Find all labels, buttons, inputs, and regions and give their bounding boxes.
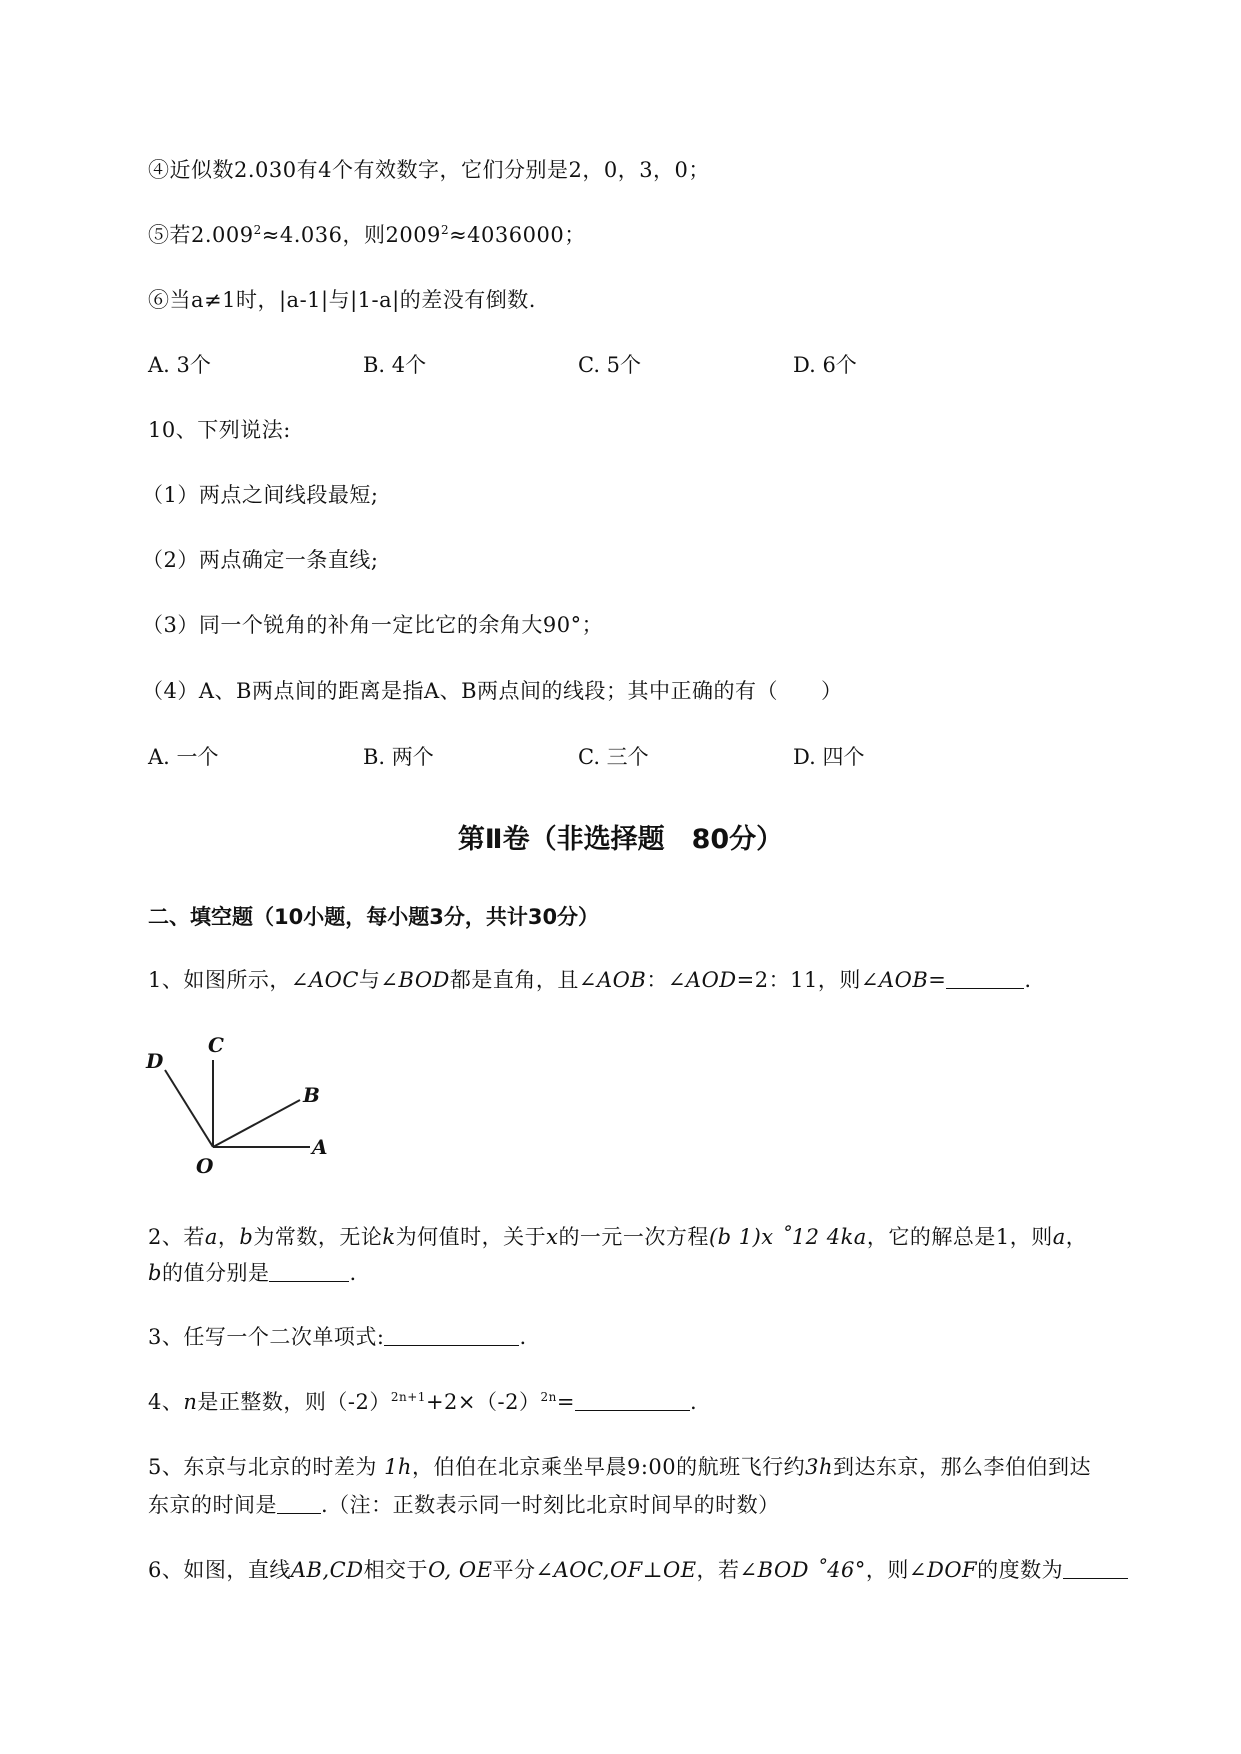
q2-equation: (b 1)x ˚12 4ka <box>708 1225 867 1249</box>
q6-math: ∠AOC,OF⊥OE <box>535 1558 697 1582</box>
statement-6: ⑥当a≠1时，|a-1|与|1-a|的差没有倒数. <box>148 288 536 312</box>
q1-text: 都是直角，且 <box>449 968 579 992</box>
q1-text: . <box>1024 968 1032 992</box>
q1-angle: ∠AOD <box>667 968 737 992</box>
q2-text: . <box>349 1261 357 1285</box>
q3-text: . <box>519 1325 527 1349</box>
q4-answer-blank[interactable] <box>575 1390 690 1411</box>
q5-value: 1h <box>384 1455 412 1479</box>
q5-value: 3h <box>805 1455 834 1479</box>
label-a: A <box>312 1135 328 1159</box>
q1-text: =2：11，则 <box>736 968 861 992</box>
q5-value: 9:00 <box>626 1455 677 1479</box>
q5-text: 的航班飞行约 <box>676 1455 806 1479</box>
q4-exponent: 2n <box>540 1390 557 1404</box>
q2-var: b <box>239 1225 254 1249</box>
label-c: C <box>208 1033 224 1057</box>
square-exponent: 2 <box>253 223 262 237</box>
q4-text: = <box>556 1390 575 1414</box>
q4-var: n <box>183 1390 198 1414</box>
q3-answer-blank[interactable] <box>384 1325 519 1346</box>
q5-text: 东京的时间是 <box>148 1493 277 1517</box>
q4-text: +2×（-2） <box>425 1390 541 1414</box>
q6-answer-blank[interactable] <box>1063 1558 1128 1579</box>
fill-question-5-line-2 <box>148 1490 780 1520</box>
q5-text: 5、东京与北京的时差为 <box>148 1455 377 1479</box>
q10-option-c: C. 三个 <box>578 745 649 769</box>
q2-text: 的一元一次方程 <box>558 1225 709 1249</box>
statement-5-part: ≈4.036，则2009 <box>261 223 441 247</box>
q9-option-c: C. 5个 <box>578 353 642 377</box>
q4-text: 4、 <box>148 1390 184 1414</box>
angle-figure <box>140 1030 340 1180</box>
q1-text: ： <box>646 968 668 992</box>
q9-option-a: A. 3个 <box>148 353 211 377</box>
q10-option-d: D. 四个 <box>793 745 865 769</box>
q1-angle: ∠BOD <box>380 968 450 992</box>
q1-text: 1、如图所示， <box>148 968 291 992</box>
square-exponent: 2 <box>440 223 450 237</box>
q6-text: ，若 <box>696 1558 740 1582</box>
q10-statement-3: （3）同一个锐角的补角一定比它的余角大90°； <box>142 613 604 637</box>
q10-option-a: A. 一个 <box>148 745 219 769</box>
q10-statement-4: （4）A、B两点间的距离是指A、B两点间的线段；其中正确的有（ ） <box>142 679 843 703</box>
q3-text: 3、任写一个二次单项式: <box>148 1325 385 1349</box>
q6-math: O, <box>428 1558 452 1582</box>
q6-text: ，则 <box>865 1558 909 1582</box>
part-2-title: 第Ⅱ卷（非选择题 80分） <box>457 824 784 855</box>
q5-text: ，伯伯在北京乘坐早晨 <box>411 1455 627 1479</box>
q1-text: = <box>928 968 947 992</box>
fill-question-4 <box>148 1387 697 1417</box>
q9-option-d: D. 6个 <box>793 353 857 377</box>
fill-question-5 <box>148 1452 1091 1482</box>
q6-text: 6、如图，直线 <box>148 1558 291 1582</box>
q2-var: a <box>204 1225 218 1249</box>
q1-text: 与 <box>358 968 381 992</box>
q2-text: 2、若 <box>148 1225 205 1249</box>
q2-var: x <box>546 1225 559 1249</box>
q2-text: ， <box>217 1225 240 1249</box>
ray-ob <box>213 1100 300 1147</box>
q6-text: 的度数为 <box>977 1558 1064 1582</box>
q2-var: k <box>382 1225 396 1249</box>
q6-text: 平分 <box>492 1558 536 1582</box>
statement-5-part: ≈4036000； <box>449 223 586 247</box>
q4-text: . <box>689 1390 698 1414</box>
q10-stem: 10、下列说法: <box>148 418 291 442</box>
q1-answer-blank[interactable] <box>946 968 1024 989</box>
q9-option-b: B. 4个 <box>363 353 427 377</box>
q10-statement-2: （2）两点确定一条直线; <box>142 548 379 572</box>
q2-text: 为何值时，关于 <box>395 1225 547 1249</box>
q1-angle: ∠AOC <box>290 968 359 992</box>
q2-text: 为常数，无论 <box>253 1225 383 1249</box>
q1-angle: ∠AOB <box>860 968 929 992</box>
statement-5 <box>148 220 586 250</box>
ray-od <box>165 1070 213 1147</box>
q2-answer-blank[interactable] <box>269 1261 349 1282</box>
q5-text: 到达东京，那么李伯伯到达 <box>833 1455 1092 1479</box>
label-d: D <box>146 1049 164 1073</box>
q1-angle: ∠AOB <box>578 968 647 992</box>
fill-question-3 <box>148 1322 527 1352</box>
q6-math: ∠BOD ˚46° <box>739 1558 866 1582</box>
q6-text: 相交于 <box>363 1558 429 1582</box>
q6-math: OE <box>458 1558 493 1582</box>
label-b: B <box>303 1083 320 1107</box>
statement-4: ④近似数2.030有4个有效数字，它们分别是2，0，3，0； <box>148 158 710 182</box>
q6-math: ∠DOF <box>908 1558 978 1582</box>
q2-var: b <box>148 1261 162 1285</box>
fill-question-6 <box>148 1555 1128 1585</box>
q10-option-b: B. 两个 <box>363 745 434 769</box>
q6-math: AB,CD <box>290 1558 364 1582</box>
fill-question-2-line-2 <box>148 1258 357 1288</box>
q5-text: .（注：正数表示同一时刻比北京时间早的时数） <box>321 1493 780 1517</box>
fill-question-1 <box>148 965 1032 995</box>
q2-var: a <box>1052 1225 1066 1249</box>
q4-text: 是正整数，则（-2） <box>197 1390 391 1414</box>
statement-5-part: ⑤若2.009 <box>148 223 254 247</box>
fill-question-2 <box>148 1222 1087 1252</box>
q2-text: ， <box>1065 1225 1088 1249</box>
q10-statement-1: （1）两点之间线段最短; <box>142 483 379 507</box>
q2-text: ，它的解总是1，则 <box>866 1225 1053 1249</box>
q2-text: 的值分别是 <box>161 1261 270 1285</box>
section-2-title: 二、填空题（10小题，每小题3分，共计30分） <box>148 905 600 929</box>
q5-answer-blank[interactable] <box>277 1493 321 1514</box>
label-o: O <box>196 1154 214 1178</box>
q4-exponent: 2n+1 <box>390 1390 426 1404</box>
